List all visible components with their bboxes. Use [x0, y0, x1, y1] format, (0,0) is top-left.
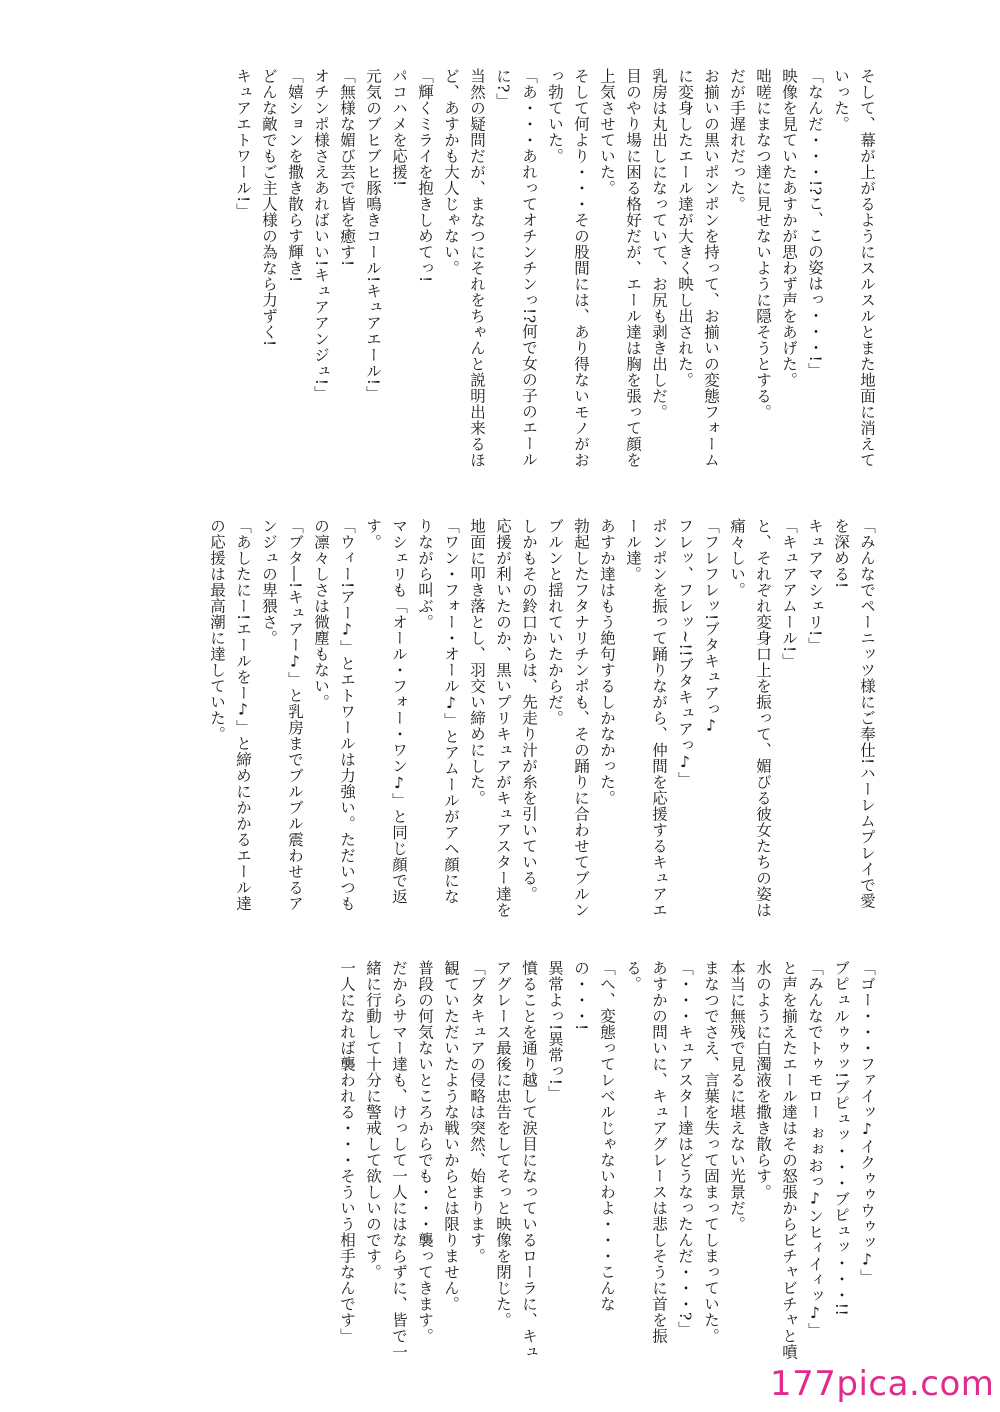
- site-watermark: 177pica.com: [770, 1364, 995, 1404]
- vertical-text-upper: そして、幕が上がるようにスルスルとまた地面に消えていった。 「なんだ・・・!?こ、この姿はっ・・・!」 映像を見ていたあすかが思わず声をあげた。 咄嗟にまなつ達に見せないように隠そうとする。 だが手遅れだった。 お揃いの黒いポンポンを持って、お揃いの変態フォームに変身したエール達が大きく映し出された。 乳房は丸出しになっていて、お尻も剥き出しだ。 目のやり場に困る格好だが、エール達は胸を張って顔を上気させていた。 そして何より・・・その股間には、あり得ないモノがおっ勃ていた。 「あ・・・あれってオチンチンっ!?何で女の子のエールに?」 当然の疑問だが、まなつにそれをちゃんと説明出来るほど、あすかも大人じゃない。 「輝くミライを抱きしめてっ! パコハメを応援! 元気のブヒブヒ豚鳴きコール!キュアエール!」 「無様な媚び芸で皆を癒す! オチンポ様さえあればいい!キュアアンジュ!」 「嬉ションを撒き散らす輝き! どんな敵でもご主人様の為なら力ずく! キュアエトワール!」: [234, 68, 876, 468]
- text-block-lower: [110, 960, 880, 1360]
- vertical-text-lower: 「ゴー・・・ファイッ♪イクゥゥウゥッ♪」 ブピュルゥゥッ!ブピュッ・・・ブピュッ・・・!! 「みんなでトゥモロー ぉぉおっ♪ンヒィイィッ♪」 と声を揃えたエール達はその怒張からビチャビチャと噴水のように白濁液を撒き散らす。 本当に無残で見るに堪えない光景だ。 まなつでさえ、言葉を失って固まってしまっていた。 「・・・キュアスター達はどうなったんだ・・・?」 あすかの問いに、キュアグレースは悲しそうに首を振る。 「へ、変態ってレベルじゃないわよ・・・こんなの・・・! 異常よっ!異常っ!」 憤ることを通り越して涙目になっているローラに、キュアグレース最後に忠告をしてそっと映像を閉じた。 「ブタキュアの侵略は突然、始まります。 観ていただいたような戦いからとは限りません。 普段の何気ないところからでも・・・襲ってきます。 だからサマー達も、けっして一人にはならずに、皆で一緒に行動して十分に警戒して欲しいのです。 一人になれば襲われる・・・そういう相手なんです」: [338, 960, 876, 1360]
- text-block-upper: [110, 68, 880, 468]
- vertical-text-middle: 「みんなでペーニッツ様にご奉仕!ハーレムプレイで愛を深める! キュアマシェリ!」 「キュアアムール!」 と、それぞれ変身口上を振って、媚びる彼女たちの姿は痛々しい。 「フレフレッ!ブタキュアっ♪ フレッ、フレッ~!!ブタキュアっ♪」 ポンポンを振って踊りながら、仲間を応援するキュアエール達。 あすか達はもう絶句するしかなかった。 勃起したフタナリチンポも、その踊りに合わせてブルンブルンと揺れていたからだ。 しかもその鈴口からは、先走り汁が糸を引いている。 応援が利いたのか、黒いプリキュアがキュアスター達を地面に叩き落とし、羽交い締めにした。 「ワン・フォー・オール♪」とアムールがアヘ顔になりながら叫ぶ。 マシェリも「オール・フォー・ワン♪」と同じ顔で返す。 「ウィー!アー♪」とエトワールは力強い。ただいつもの凛々しさは微塵もない。 「ブタ―!キュアー♪」と乳房までブルブル震わせるアンジュの卑猥さ。 「あしたにー!エールをー♪」と締めにかかるエール達の応援は最高潮に達していた。: [208, 518, 876, 918]
- text-block-middle: [110, 518, 880, 918]
